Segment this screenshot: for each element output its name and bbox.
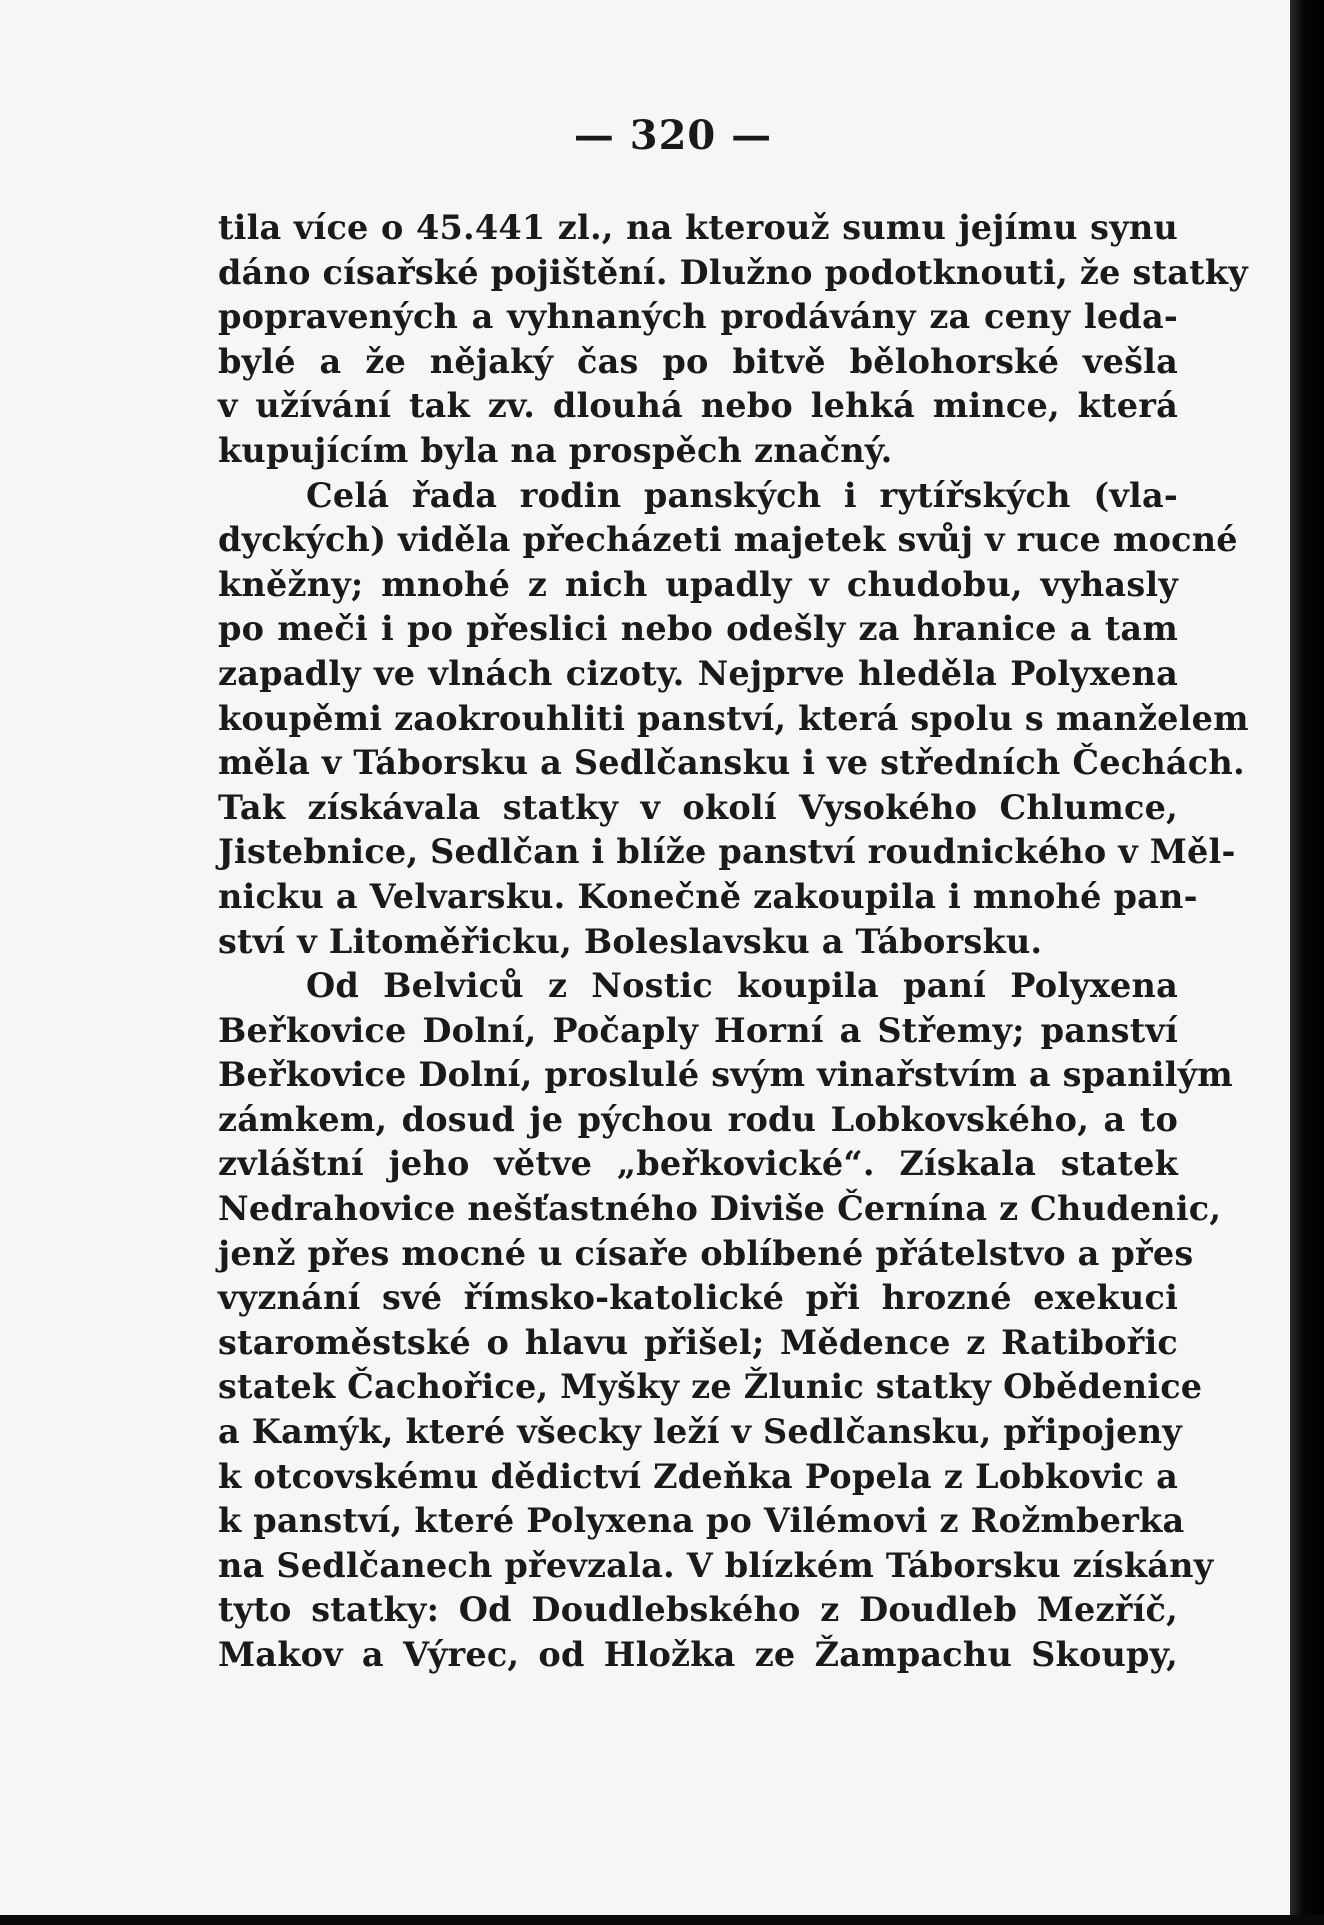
text-line: dáno císařské pojištění. Dlužno podotknouti, že statky bbox=[218, 252, 1248, 292]
text-line: nicku a Velvarsku. Konečně zakoupila i mnohé pan- bbox=[218, 876, 1198, 916]
text-line: a Kamýk, které všecky leží v Sedlčansku, připojeny bbox=[218, 1412, 1182, 1452]
scan-edge-right bbox=[1290, 0, 1324, 1925]
text-line: v užívání tak zv. dlouhá nebo lehká mince, která bbox=[218, 386, 1178, 426]
body-text bbox=[218, 206, 1249, 1678]
text-line: staroměstské o hlavu přišel; Mědence z Ratibořic bbox=[218, 1322, 1178, 1362]
text-line: Makov a Výrec, od Hložka ze Žampachu Skoupy, bbox=[218, 1635, 1178, 1674]
text-line: k otcovskému dědictví Zdeňka Popela z Lobkovic a bbox=[218, 1456, 1178, 1496]
text-line: koupěmi zaokrouhliti panství, která spolu s manželem bbox=[218, 698, 1249, 738]
text-line: k panství, které Polyxena po Vilémovi z Rožmberka bbox=[218, 1501, 1185, 1541]
text-line: kupujícím byla na prospěch značný. bbox=[218, 430, 893, 470]
text-line: Tak získávala statky v okolí Vysokého Chlumce, bbox=[218, 787, 1178, 827]
text-line: vyznání své římsko-katolické při hrozné exekuci bbox=[218, 1278, 1178, 1318]
page-number: — 320 — bbox=[573, 112, 773, 159]
text-line: statek Čachořice, Myšky ze Žlunic statky Obědenice bbox=[218, 1367, 1203, 1407]
text-line: kněžny; mnohé z nich upadly v chudobu, vyhasly bbox=[218, 564, 1178, 604]
scan-edge-bottom bbox=[0, 1915, 1324, 1925]
text-line: ství v Litoměřicku, Boleslavsku a Táborsku. bbox=[218, 921, 1043, 961]
text-line: popravených a vyhnaných prodávány za ceny leda- bbox=[218, 297, 1178, 337]
text-line: Beřkovice Dolní, Počaply Horní a Střemy; panství bbox=[218, 1010, 1178, 1050]
text-line: zámkem, dosud je pýchou rodu Lobkovského, a to bbox=[218, 1099, 1178, 1139]
text-line: jenž přes mocné u císaře oblíbené přátelstvo a přes bbox=[218, 1233, 1194, 1273]
text-line: zvláštní jeho větve „beřkovické“. Získala statek bbox=[218, 1144, 1178, 1184]
text-line: Celá řada rodin panských i rytířských (vla- bbox=[306, 475, 1178, 515]
text-line: dyckých) viděla přecházeti majetek svůj v ruce mocné bbox=[218, 520, 1238, 560]
text-line: tila více o 45.441 zl., na kterouž sumu jejímu synu bbox=[218, 208, 1178, 247]
text-line: po meči i po přeslici nebo odešly za hranice a tam bbox=[218, 609, 1178, 649]
text-line: Od Belviců z Nostic koupila paní Polyxena bbox=[306, 966, 1178, 1006]
text-line: zapadly ve vlnách cizoty. Nejprve hleděla Polyxena bbox=[218, 653, 1178, 693]
text-line: na Sedlčanech převzala. V blízkém Táborsku získány bbox=[218, 1545, 1214, 1585]
text-line: Beřkovice Dolní, proslulé svým vinařstvím a spanilým bbox=[218, 1055, 1233, 1095]
text-line: Jistebnice, Sedlčan i blíže panství roudnického v Měl- bbox=[218, 832, 1236, 872]
text-line: bylé a že nějaký čas po bitvě bělohorské vešla bbox=[218, 341, 1178, 381]
text-line: měla v Táborsku a Sedlčansku i ve středních Čechách. bbox=[218, 743, 1245, 783]
text-line: Nedrahovice nešťastného Diviše Černína z Chudenic, bbox=[218, 1189, 1222, 1229]
text-line: tyto statky: Od Doudlebského z Doudleb Mezříč, bbox=[218, 1590, 1178, 1630]
